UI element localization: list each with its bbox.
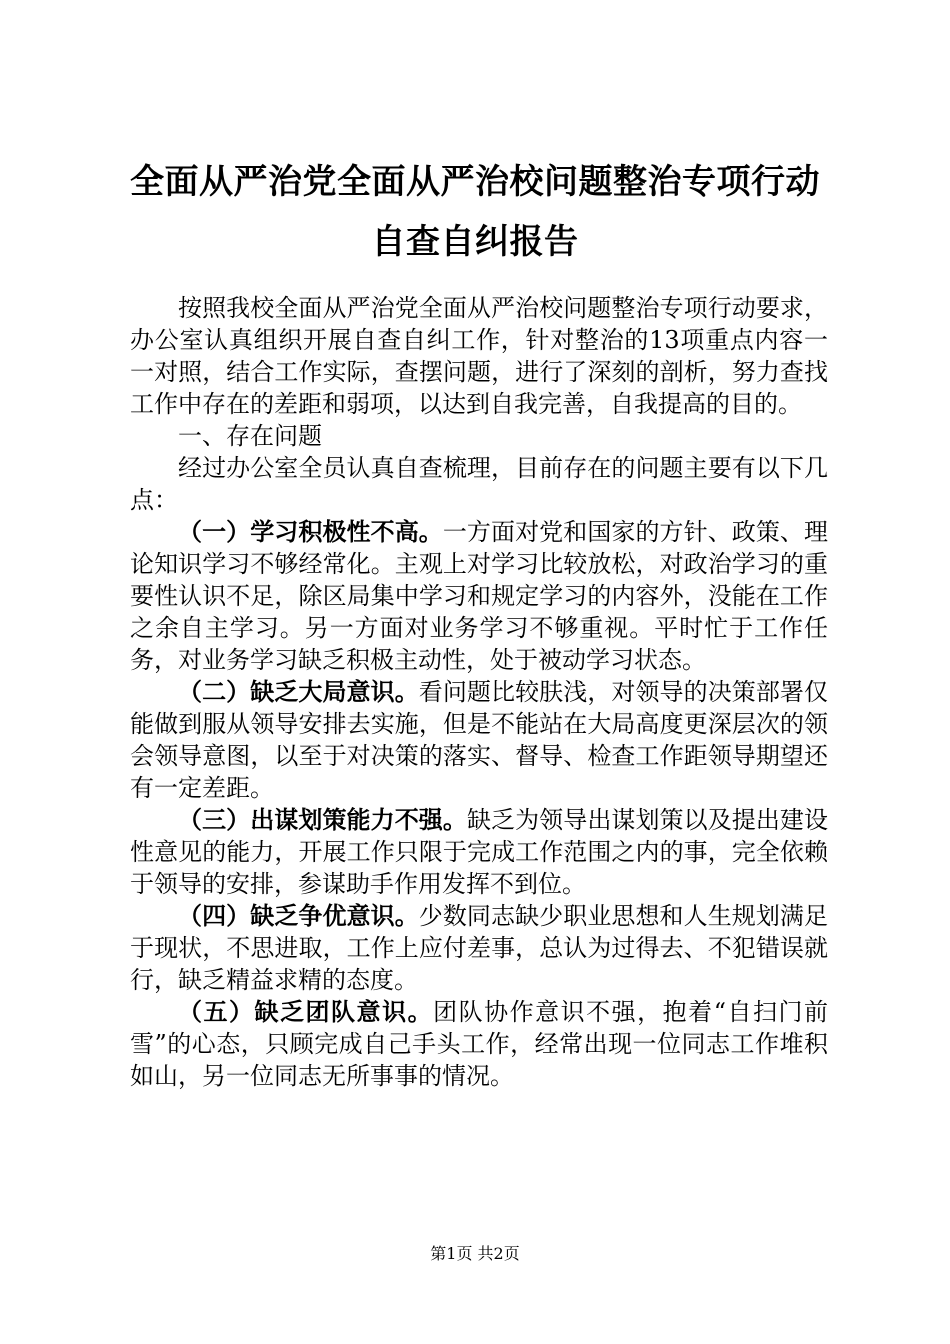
issue-item-lead: （四）缺乏争优意识。 bbox=[178, 902, 419, 930]
issue-item-4 bbox=[130, 900, 828, 996]
page-number-footer: 第1页 共2页 bbox=[430, 1244, 520, 1263]
issue-item-3 bbox=[130, 804, 828, 900]
issue-item-lead: （五）缺乏团队意识。 bbox=[178, 998, 434, 1026]
issue-item-1 bbox=[130, 516, 828, 676]
issue-item-text: 一方面对党和国家的方针、政策、理论知识学习不够经常化。主观上对学习比较放松，对政治学习的重要性认识不足，除区局集中学习和规定学习的内容外，没能在工作之余自主学习。另一方面对业务学习不够重视。平时忙于工作任务，对业务学习缺乏积极主动性，处于被动学习状态。 bbox=[130, 518, 829, 674]
section-intro-paragraph: 经过办公室全员认真自查梳理，目前存在的问题主要有以下几点： bbox=[130, 454, 828, 514]
intro-paragraph: 按照我校全面从严治党全面从严治校问题整治专项行动要求，办公室认真组织开展自查自纠工作，针对整治的13项重点内容一一对照，结合工作实际，查摆问题，进行了深刻的剖析，努力查找工作中存在的差距和弱项，以达到自我完善，自我提高的目的。 bbox=[130, 294, 828, 418]
issue-item-text: 缺乏为领导出谋划策以及提出建设性意见的能力，开展工作只限于完成工作范围之内的事，完全依赖于领导的安排，参谋助手作用发挥不到位。 bbox=[130, 806, 829, 898]
document-title-line-1: 全面从严治党全面从严治校问题整治专项行动 bbox=[130, 162, 820, 202]
issue-item-lead: （二）缺乏大局意识。 bbox=[178, 678, 419, 706]
section-heading: 一、存在问题 bbox=[178, 422, 322, 450]
document-body bbox=[130, 292, 828, 1092]
issue-item-2 bbox=[130, 676, 828, 804]
issue-item-text: 团队协作意识不强，抱着“自扫门前雪”的心态，只顾完成自己手头工作，经常出现一位同志工作堆积如山，另一位同志无所事事的情况。 bbox=[130, 998, 828, 1090]
issue-item-lead: （三）出谋划策能力不强。 bbox=[178, 806, 467, 834]
issue-item-lead: （一）学习积极性不高。 bbox=[178, 518, 443, 546]
document-title-line-2: 自查自纠报告 bbox=[371, 222, 579, 262]
issue-item-text: 看问题比较肤浅，对领导的决策部署仅能做到服从领导安排去实施，但是不能站在大局高度更深层次的领会领导意图，以至于对决策的落实、督导、检查工作距领导期望还有一定差距。 bbox=[130, 678, 829, 802]
issue-item-5 bbox=[130, 996, 828, 1092]
issue-item-text: 少数同志缺少职业思想和人生规划满足于现状，不思进取，工作上应付差事，总认为过得去、不犯错误就行，缺乏精益求精的态度。 bbox=[130, 902, 829, 994]
